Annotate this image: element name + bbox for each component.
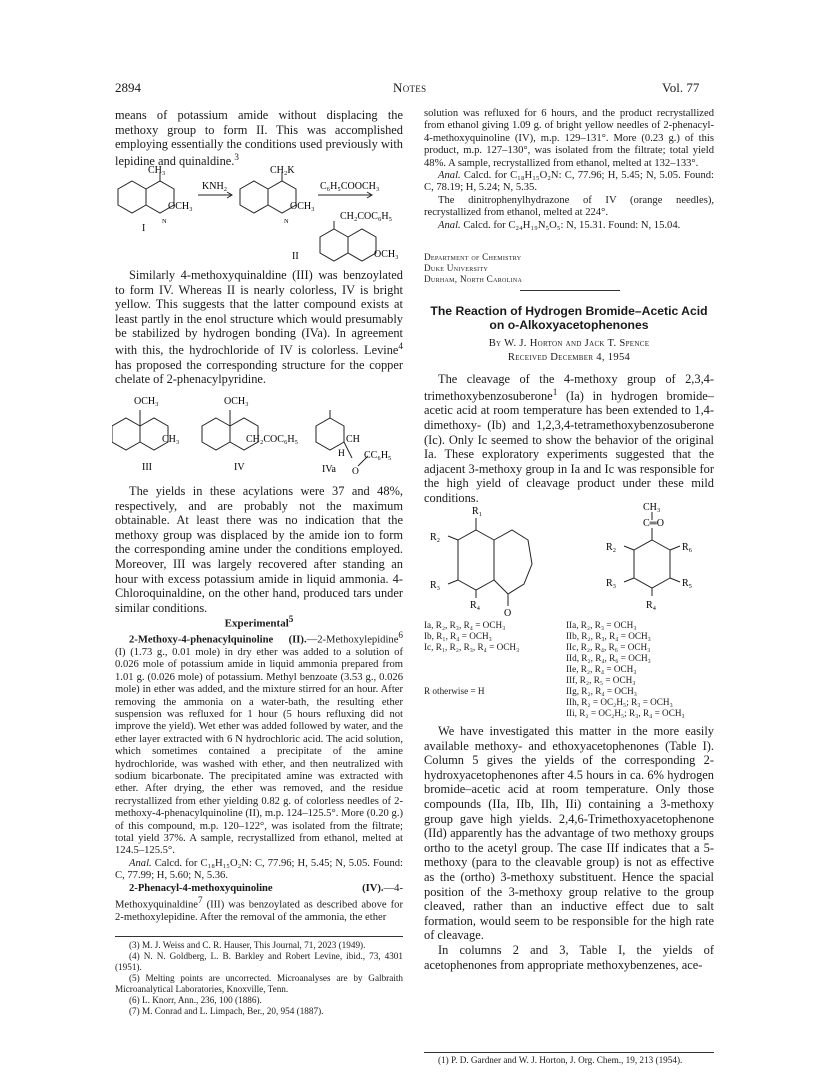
compound-definitions-I: Ia, R₂, R₃, R₄ = OCH₃ Ib, R₁, R₄ = OCH₃ Ic, R₁, R₂, R₃, R₄ = OCH₃ R otherwise = H [424, 620, 520, 696]
article-title: The Reaction of Hydrogen Bromide–Acetic Acid on o-Alkoxyacetophenones [430, 304, 708, 332]
compound-label-I: I [142, 223, 146, 234]
compound-label-IV: IV [234, 462, 245, 473]
reagent-methyl-benzoate: C₆H₅COOCH₃ [320, 181, 380, 192]
r1-label: R₁ [472, 506, 483, 517]
left-para-1: means of potassium amide without displacing the methoxy group to form II. This was accomplished employing essentially the conditions used previously with lepidine and quinaldine.$^3$ [115, 108, 403, 168]
volume: Vol. 77 [662, 80, 700, 95]
experimental-1: 2-Methoxy-4-phenacylquinoline (II).—2-Methoxylepidine$^6$ (I) (1.73 g., 0.01 mole) in dry ether was added to a solution of 0.026 mole of potassium amide in liquid ammonia prepared from 1.01 g. (0.026 mole) of potassium. Methyl benzoate (3.53 g., 0.026 mole) in ether was added, and the mixture stirred for an hour. After removing the ammonia on a water-bath, the resulting ether suspension was refluxed for 1 hour (5 hours refluxing did not improve the yield). Wet ether was added followed by water, and the ether layer extracted with 6 N hydrochloric acid. The acid solution, which sometimes contained a precipitate of the amine hydrochloride, was washed with ether, and then neutralized with sodium bicarbonate. The precipitated amine was extracted with ether. After drying, the ether was removed, and the residue recrystallized from ether yielding 0.82 g. of colorless needles of 2-methoxy-4-phenacylquinoline (II), m.p. 124–125.5°. More (0.20 g.) of this compound, m.p. 120–122°, was isolated from the filtrate; total yield 37%. A sample, recrystallized from ethanol, melted at 124.5–125.5°. Anal. Calcd. for C₁₈H₁₅O₂N: C, 77.96; H, 5.45; N, 5.05. Found: C, 77.99; H, 5.60; N, 5.36. 2-Phenacyl-4-methoxyquinoline (IV).—4-Methoxyquinaldine$^7$ (III) was benzoylated as described above for 2-methoxylepidine. After the removal of the ammonia, the ether [115, 630, 403, 923]
ch2coc6h5-label: CH₂COC₆H₅ [340, 211, 393, 222]
compound-definitions-II: IIa, R₂, R₃ = OCH₃ IIb, R₂, R₃, R₄ = OCH₃ IIc, R₂, R₄, R₆ = OCH₃ IId, R₂, R₄, R₆ = OCH₃ IIe, R₂, R₄ = OCH₃ IIf, R₂, R₅ = OCH₃ IIg, R₂, R₄ = OCH₃ IIh, R₂ = OC₂H₅; R₃ = OCH₃ IIi, R₂ = OC₂H₅; R₃, R₄ = OCH₃ [566, 620, 685, 718]
right-footnote: (1) P. D. Gardner and W. J. Horton, J. Org. Chem., 19, 213 (1954). [438, 1055, 683, 1065]
och3-label: OCH₃ [224, 396, 249, 407]
och3-label: OCH₃ [134, 396, 159, 407]
footnote: (4) N. N. Goldberg, L. B. Barkley and Robert Levine, ibid., 73, 4301 (1951). [115, 951, 403, 972]
reagent-knh2: KNH₂ [202, 181, 228, 192]
received-date: Received December 4, 1954 [507, 352, 631, 363]
right-para-2: We have investigated this matter in the more easily available methoxy- and ethoxyacetophenones (Table I). Column 5 gives the yields of the corresponding 2-hydroxyacetophenones after 4.5 hours in ca. 6% hydrogen bromide–acetic acid at room temperature. Only those compounds (IIa, IIb, IIh, IIi) containing a 3-methoxy group gave high yields. 2,4,6-Trimethoxyacetophenone (IId) apparently has the advantage of two methoxy groups ortho to the acetyl group. The case IIf indicates that a 5-methoxy (para to the cleavable group) is not as effective as the (ortho) 3-methoxy substituent. Hence the spacial position of the 3-methoxy group relative to the group cleaved, rather than an inductive effect due to salt formation, would seem to be responsible for the high rate of cleavage. In columns 2 and 3, Table I, the yields of acetophenones from appropriate methoxybenzenes, ace- [424, 724, 714, 972]
o-label: O [504, 608, 512, 618]
compound-label-III: III [142, 462, 152, 473]
compound-label-IVa: IVa [322, 464, 336, 475]
r4-label: R₄ [646, 600, 657, 611]
left-para-3: The yields in these acylations were 37 and 48%, respectively, and are probably not the maximum obtainable. At least there was no indication that the methoxy group was displaced by the amide ion to form the corresponding amine under the conditions employed. Moreover, III was largely recovered after standing an hour with excess potassium amide in liquid ammonia. 4-Chloroquinaldine, on the other hand, produced tars under similar conditions. [115, 484, 403, 615]
svg-text:N: N [284, 218, 289, 225]
o-label: O [352, 467, 359, 476]
right-para-1: The cleavage of the 4-methoxy group of 2,3,4-trimethoxybenzosuberone$^1$ (Ia) in hydrogen bromide–acetic acid at room temperature has been extended to 1,4-dimethoxy- (Ib) and 1,2,3,4-tetramethoxybenzosuberone (Ic). Only Ic seemed to show the behavior of the original Ia. These exploratory experiments suggested that the adjacent 3-methoxy group in Ia and Ic was responsible for the high yield of cleavage product under these mild conditions. [424, 372, 714, 505]
carbonyl-label: C═O [643, 518, 664, 529]
left-footnotes [115, 940, 403, 1017]
footnote: (7) M. Conrad and L. Limpach, Ber., 20, 954 (1887). [129, 1006, 324, 1016]
svg-text:N: N [162, 218, 167, 225]
ch3-label: CH₃ [162, 434, 180, 445]
r6-label: R₆ [682, 542, 693, 553]
r3-label: R₃ [430, 580, 441, 591]
footnote: (5) Melting points are uncorrected. Microanalyses are by Galbraith Microanalytical Laboratories, Knoxville, Tenn. [115, 973, 403, 994]
ch-label: CH [346, 434, 360, 445]
footnote: (3) M. J. Weiss and C. R. Hauser, This Journal, 71, 2023 (1949). [129, 940, 366, 950]
h-label: H [338, 449, 345, 459]
right-experimental: solution was refluxed for 6 hours, and the product recrystallized from ethanol giving 1.09 g. of bright yellow needles of 2-phenacyl-4-methoxyquinoline (IV), m.p. 129–131°. More (0.23 g.) of this product, m.p. 127–130°, was isolated from the filtrate; total yield 48%. A sample, recrystallized from ethanol, melted at 132–133°. Anal. Calcd. for C₁₈H₁₅O₂N: C, 77.96; H, 5.45; N, 5.05. Found: C, 78.19; H, 5.24; N, 5.35. The dinitrophenylhydrazone of IV (orange needles), recrystallized from ethanol, melted at 224°. Anal. Calcd. for C₂₄H₁₉N₅O₅: N, 15.31. Found: N, 15.04. [424, 108, 714, 231]
page-number: 2894 [115, 80, 141, 95]
reaction-scheme-2 [112, 392, 412, 476]
cc6h5-label: CC₆H₅ [364, 450, 392, 461]
authors: By W. J. Horton and Jack T. Spence [488, 338, 650, 349]
ch3-label: CH₃ [148, 165, 166, 176]
och3-label: OCH₃ [168, 201, 193, 212]
compound-label-II: II [292, 251, 299, 262]
running-head: Notes [393, 80, 427, 95]
r2-label: R₂ [430, 532, 441, 543]
reaction-scheme-1 [112, 165, 412, 263]
affiliation: Department of Chemistry Duke University Durham, North Carolina [424, 252, 523, 284]
och3-label: OCH₃ [290, 201, 315, 212]
structures-scheme-3 [424, 500, 714, 618]
r3-label: R₃ [606, 578, 617, 589]
r5-label: R₅ [682, 578, 693, 589]
r2-label: R₂ [606, 542, 617, 553]
footnote: (6) L. Knorr, Ann., 236, 100 (1886). [129, 995, 262, 1005]
left-para-2: Similarly 4-methoxyquinaldine (III) was benzoylated to form IV. Whereas II is nearly colorless, IV is bright yellow. This suggests that the latter compound exists at least partly in the enol structure which would presumably be stabilized by hydrogen bonding (IVa). In agreement with this, the hydrochloride of IV is colorless. Levine$^4$ has proposed the corresponding structure for the copper chelate of 2-phenacylpyridine. [115, 268, 403, 387]
experimental-heading: Experimental$^5$ [224, 614, 294, 630]
ch2k-label: CH₂K [270, 165, 295, 176]
och3-label: OCH₃ [374, 249, 399, 260]
r4-label: R₄ [470, 600, 481, 611]
ch3-label: CH₃ [643, 502, 661, 513]
ch2coc6h5-label: CH₂COC₆H₅ [246, 434, 299, 445]
